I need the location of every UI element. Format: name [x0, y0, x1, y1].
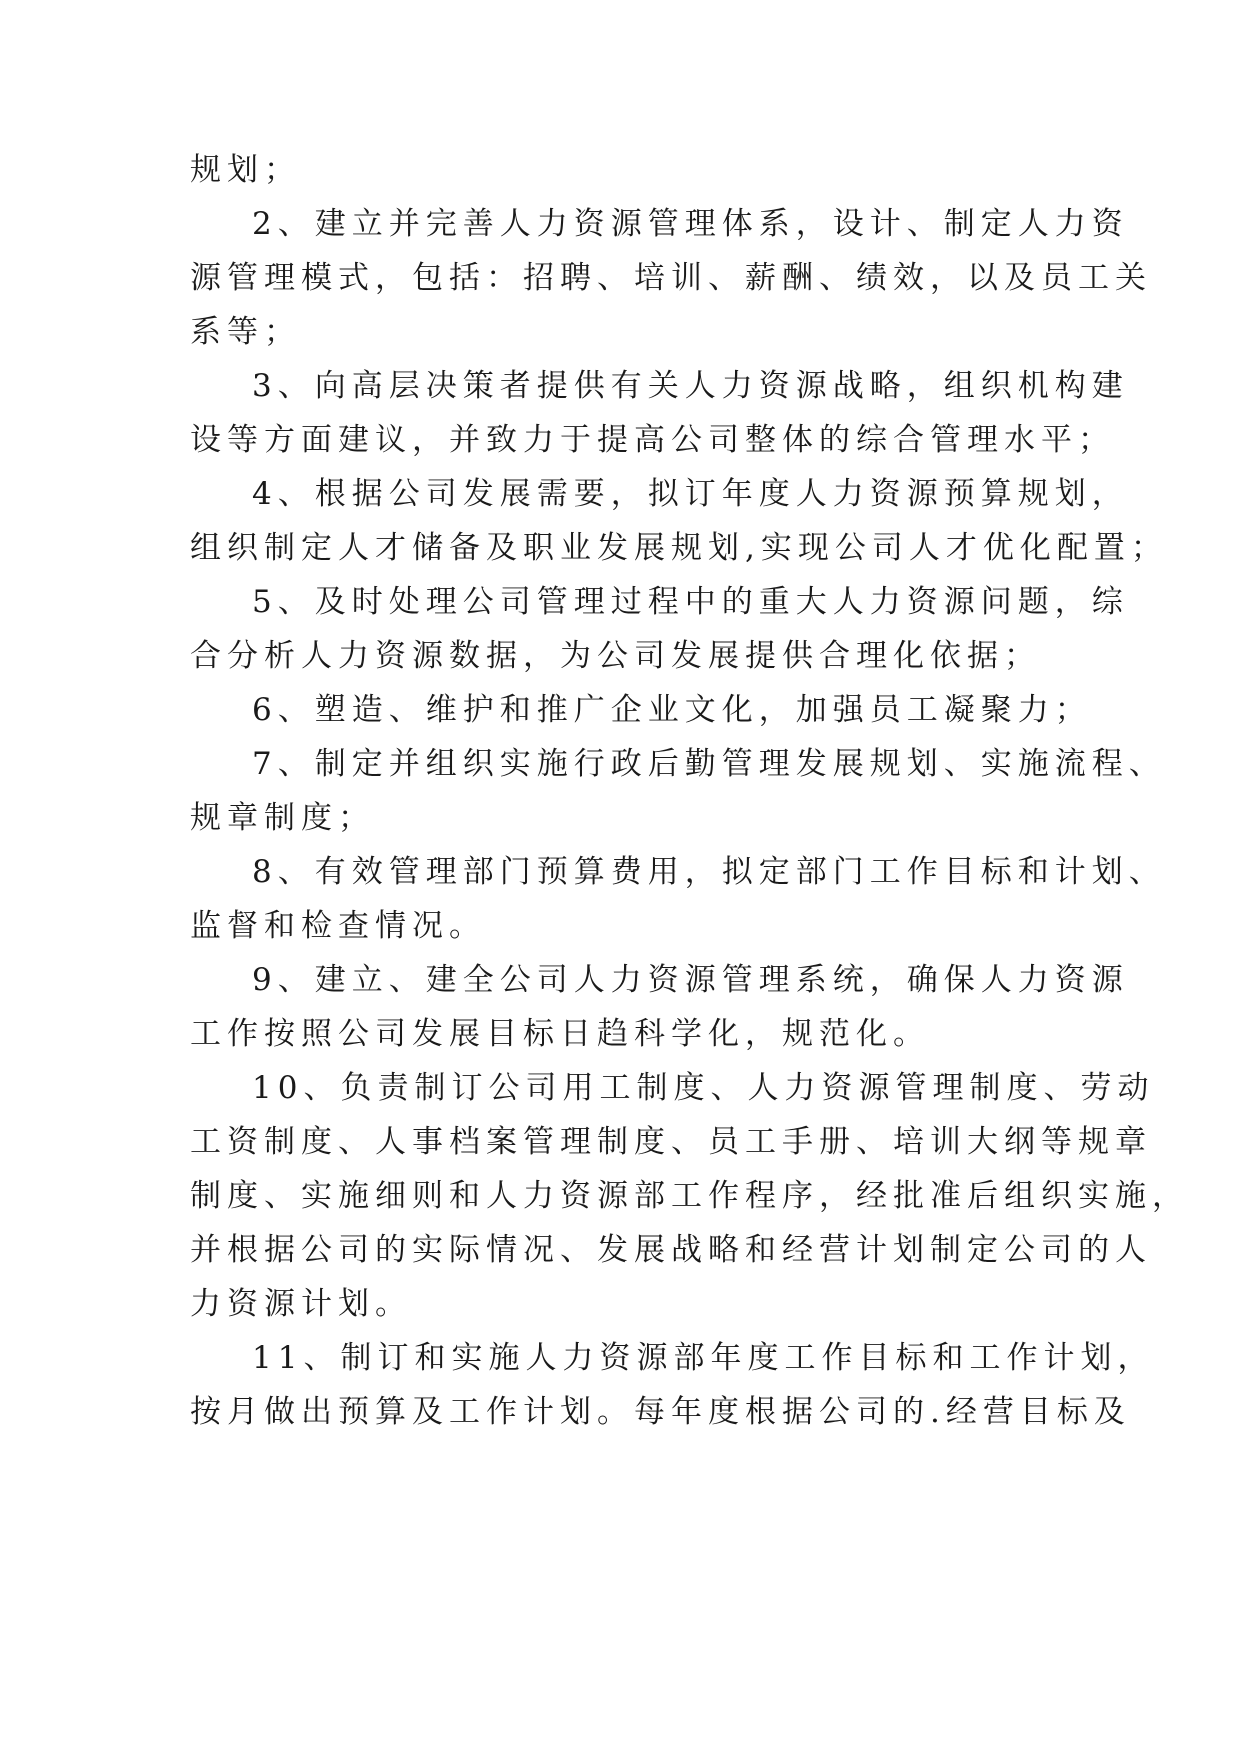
text-line: 并根据公司的实际情况、发展战略和经营计划制定公司的人 [190, 1232, 1152, 1268]
text-line: 工资制度、人事档案管理制度、员工手册、培训大纲等规章 [190, 1124, 1152, 1160]
text-line: 规划； [190, 152, 301, 188]
text-line: 7、制定并组织实施行政后勤管理发展规划、实施流程、 [252, 746, 1166, 782]
text-line: 10、负责制订公司用工制度、人力资源管理制度、劳动 [252, 1070, 1155, 1106]
text-line: 2、建立并完善人力资源管理体系，设计、制定人力资 [252, 206, 1129, 242]
text-line: 按月做出预算及工作计划。每年度根据公司的.经营目标及 [190, 1394, 1131, 1430]
text-line: 11、制订和实施人力资源部年度工作目标和工作计划， [252, 1340, 1155, 1376]
text-line: 组织制定人才储备及职业发展规划,实现公司人才优化配置； [190, 530, 1168, 566]
text-line: 规章制度； [190, 800, 375, 836]
text-line: 6、塑造、维护和推广企业文化，加强员工凝聚力； [252, 692, 1092, 728]
text-line: 8、有效管理部门预算费用，拟定部门工作目标和计划、 [252, 854, 1166, 890]
text-line: 监督和检查情况。 [190, 908, 486, 944]
text-line: 制度、实施细则和人力资源部工作程序，经批准后组织实施， [190, 1178, 1189, 1214]
text-line: 力资源计划。 [190, 1286, 412, 1322]
text-line: 系等； [190, 314, 301, 350]
text-line: 5、及时处理公司管理过程中的重大人力资源问题，综 [252, 584, 1129, 620]
text-line: 源管理模式，包括：招聘、培训、薪酬、绩效，以及员工关 [190, 260, 1152, 296]
text-line: 合分析人力资源数据，为公司发展提供合理化依据； [190, 638, 1041, 674]
text-line: 设等方面建议，并致力于提高公司整体的综合管理水平； [190, 422, 1115, 458]
text-line: 4、根据公司发展需要，拟订年度人力资源预算规划， [252, 476, 1129, 512]
text-line: 工作按照公司发展目标日趋科学化，规范化。 [190, 1016, 930, 1052]
text-line: 9、建立、建全公司人力资源管理系统，确保人力资源 [252, 962, 1129, 998]
text-line: 3、向高层决策者提供有关人力资源战略，组织机构建 [252, 368, 1129, 404]
